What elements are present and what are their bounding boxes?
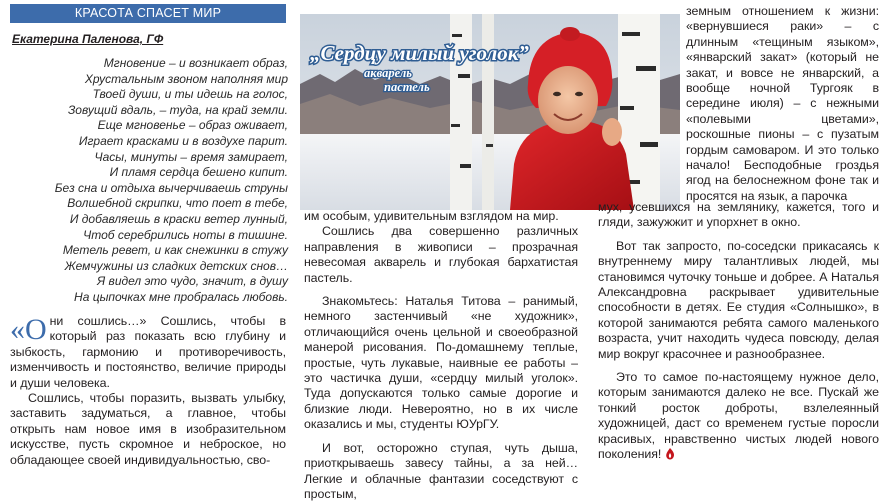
photo-caption	[300, 14, 680, 210]
poem-line: Часы, минуты – время замирает,	[94, 149, 288, 164]
photo-caption-title: „Сердцу милый уголок”	[310, 41, 529, 65]
paragraph: им особым, удивительным взглядом на мир.	[304, 209, 559, 223]
article-column-3-top	[686, 4, 879, 204]
poem	[18, 56, 288, 306]
paragraph: И вот, осторожно ступая, чуть дыша, приоткрываешь завесу тайны, а за ней… Легкие и облачные фантазии соседствуют с простым,	[304, 440, 578, 501]
article-column-2	[304, 209, 578, 502]
article-column-3-bottom	[598, 200, 879, 463]
poem-line: Твоей души, и ты идешь на голос,	[92, 87, 288, 102]
poem-line: Метель ревет, и как снежинки в стужу	[62, 243, 288, 258]
lead-paragraph: «О ни сошлись…» Сошлись, чтобы в который раз показать всю глубину и зыбкость, гармонию и противоречивость, изменчивость и постоянство, величие природы и души человека.	[10, 313, 286, 390]
paragraph: Знакомьтесь: Наталья Титова – ранимый, немного застенчивый «не художник», отличающийся очень цельной и своеобразной манерой рисования. По-домашнему теплые, простые, чуть лукавые, наивные ее работы – это частичка души, «сердцу милый уголок». Туда допускаются только самые дорогие и близкие люди. Невероятно, но в их числе оказались и мы, студенты ЮУрГУ.	[304, 294, 578, 432]
photo-caption-watercolor: акварель	[364, 66, 412, 80]
photo-caption-pastel: пастель	[384, 80, 430, 94]
end-of-article-icon	[665, 448, 675, 460]
poem-line: Мгновение – и возникает образ,	[103, 56, 288, 70]
paragraph: Это то самое по-настоящему нужное дело, которым занимаются далеко не все. Пускай же тонкий росток доброты, взлелеянный художницей, даст со временем густые поросли красивых, нравственно чистых людей нового поколения!	[598, 370, 879, 462]
poem-line: Жемчужины из сладких детских снов…	[64, 258, 288, 273]
paragraph: Вот так запросто, по-соседски прикасаясь к внутреннему миру талантливых людей, мы становимся чуточку тоньше и добрее. А Наталья Александровна раскрывает удивительные способности в детях. Ее студия «Солнышко», в которой занимаются ребята самого маленького возраста, учит находить чудеса повсюду, делая мир вокруг красочнее и разнообразнее.	[598, 238, 879, 361]
poem-line: На цыпочках мне пробралась любовь.	[74, 289, 288, 304]
poem-line: Играет красками и в воздухе парит.	[78, 133, 288, 148]
poem-line: Без сна и отдыха вычерчиваешь струны	[54, 180, 288, 195]
poem-line: Хрустальным звоном наполняя мир	[84, 71, 288, 86]
poem-line: Чтоб серебрились ноты в тишине.	[83, 227, 288, 242]
poem-line: И пламя сердца бешено кипит.	[109, 165, 288, 180]
poem-line: И добавляешь в краски ветер лунный,	[69, 211, 288, 226]
lead-dropcap: «О	[10, 313, 47, 346]
poem-line: Зовущий вдаль, – туда, на край земли.	[67, 102, 288, 117]
paragraph: земным отношением к жизни: «вернувшиеся раки» – с длинным «тещиным языком», «январский закат» (который не закат, и вовсе не январский, а вообще ночной Тургояк в середине июля) – с нежными «полевыми цветами», роскошные пионы – с пузатым гордым самоваром. И это только начало! Бесподобные гроздья ягод на белоснежном фоне так и просятся на язык, а парочка	[686, 4, 879, 203]
poem-line: Еще мгновенье – образ оживает,	[97, 118, 288, 133]
artist-photo	[300, 14, 680, 210]
paragraph: мух, усевшихся на землянику, кажется, того и гляди, зажужжит и упорхнет в окно.	[598, 200, 879, 230]
poem-line: Я видел это чудо, значит, в душу	[97, 274, 288, 289]
poem-line: Волшебной скрипки, что поет в тебе,	[67, 196, 288, 211]
section-rubric: КРАСОТА СПАСЕТ МИР	[10, 4, 286, 23]
article-column-1	[10, 314, 286, 468]
paragraph: Сошлись, чтобы поразить, вызвать улыбку, заставить задуматься, а главное, чтобы открыть нам новое имя в изобразительном искусстве, пусть скромное и неброское, но обладающее своей индивидуальностью, сво-	[10, 391, 286, 467]
paragraph: Сошлись два совершенно различных направления в живописи – прозрачная невесомая акварель и глубокая бархатистая пастель.	[304, 224, 578, 285]
author-byline: Екатерина Паленова, ГФ	[12, 32, 164, 46]
